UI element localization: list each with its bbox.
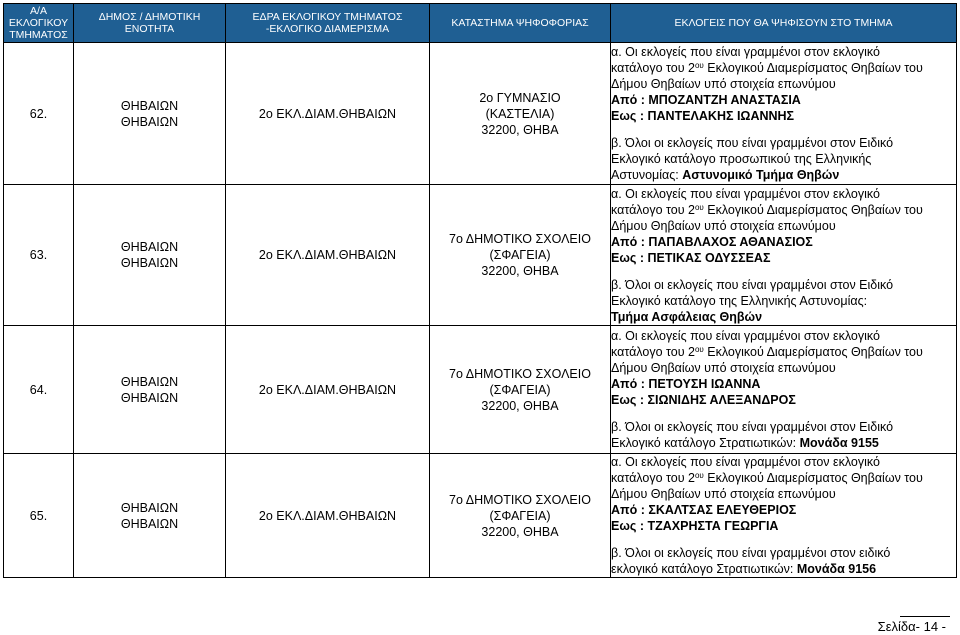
municipality-line: ΘΗΒΑΙΩΝ [120,114,179,129]
range-to: Εως : ΣΙΩΝΙΔΗΣ ΑΛΕΞΑΝΔΡΟΣ [611,393,796,407]
text-line: Δήμου Θηβαίων υπό στοιχεία επωνύμου [611,77,836,91]
text-line: α. Οι εκλογείς που είναι γραμμένοι στον εκλογικό [611,45,880,59]
row-number: 65. [4,454,74,578]
municipality-line: ΘΗΒΑΙΩΝ [120,500,179,515]
venue-line: (ΣΦΑΓΕΙΑ) [489,508,551,523]
range-from: Από : ΠΕΤΟΥΣΗ ΙΩΑΝΝΑ [611,377,761,391]
header-municipality-line: ΔΗΜΟΣ / ΔΗΜΟΤΙΚΗ [98,11,201,23]
row-venue [430,326,611,454]
range-to: Εως : ΤΖΑΧΡΗΣΤΑ ΓΕΩΡΓΙΑ [611,519,779,533]
row-seat: 2ο ΕΚΛ.ΔΙΑΜ.ΘΗΒΑΙΩΝ [226,43,430,185]
voters-part-a [611,454,956,534]
row-seat: 2ο ΕΚΛ.ΔΙΑΜ.ΘΗΒΑΙΩΝ [226,326,430,454]
ordinal-superscript: ου [694,202,704,212]
header-number-line: Α/Α [30,5,47,17]
header-number-line: ΕΚΛΟΓΙΚΟΥ [8,17,69,29]
row-voters [611,326,957,454]
row-seat: 2ο ΕΚΛ.ΔΙΑΜ.ΘΗΒΑΙΩΝ [226,185,430,326]
range-to: Εως : ΠΕΤΙΚΑΣ ΟΔΥΣΣΕΑΣ [611,250,771,265]
voters-part-a [611,328,956,408]
header-venue: ΚΑΤΑΣΤΗΜΑ ΨΗΦΟΦΟΡΙΑΣ [430,4,611,43]
range-from: Από : ΠΑΠΑΒΛΑΧΟΣ ΑΘΑΝΑΣΙΟΣ [611,234,813,249]
text-line: α. Οι εκλογείς που είναι γραμμένοι στον εκλογικό [611,455,880,469]
table-row [4,326,957,454]
municipality-line: ΘΗΒΑΙΩΝ [120,256,179,270]
header-seat-line: -ΕΚΛΟΓΙΚΟ ΔΙΑΜΕΡΙΣΜΑ [265,23,390,35]
row-municipality [74,43,226,185]
text-segment: κατάλογο του 2 [611,471,695,485]
table-row [4,43,957,185]
text-line: Εκλογικό κατάλογο της Ελληνικής Αστυνομίας: [611,293,868,308]
row-seat: 2ο ΕΚΛ.ΔΙΑΜ.ΘΗΒΑΙΩΝ [226,454,430,578]
range-from: Από : ΜΠΟΖΑΝΤΖΗ ΑΝΑΣΤΑΣΙΑ [611,93,801,107]
unit-name: Μονάδα 9156 [796,562,877,576]
header-municipality [74,4,226,43]
text-line: Δήμου Θηβαίων υπό στοιχεία επωνύμου [611,218,836,233]
venue-line: 32200, ΘΗΒΑ [481,264,559,278]
row-venue [430,43,611,185]
page-number: Σελίδα- 14 - [877,619,946,634]
text-line [611,60,956,76]
text-segment: Εκλογικού Διαμερίσματος Θηβαίων του [703,202,923,217]
table-header-row [4,4,957,43]
table-row [4,454,957,578]
municipality-line: ΘΗΒΑΙΩΝ [120,374,179,389]
text-segment: κατάλογο του 2 [611,345,695,359]
row-voters [611,454,957,578]
ordinal-superscript: ου [694,471,704,480]
text-line [611,344,956,360]
range-to: Εως : ΠΑΝΤΕΛΑΚΗΣ ΙΩΑΝΝΗΣ [611,109,795,123]
row-number: 63. [4,185,74,326]
venue-line: 32200, ΘΗΒΑ [481,398,559,413]
text-line: α. Οι εκλογείς που είναι γραμμένοι στον εκλογικό [611,329,880,343]
range-from: Από : ΣΚΑΛΤΣΑΣ ΕΛΕΥΘΕΡΙΟΣ [611,503,797,517]
venue-line: 32200, ΘΗΒΑ [481,524,559,539]
municipality-line: ΘΗΒΑΙΩΝ [120,98,179,113]
unit-name: Τμήμα Ασφάλειας Θηβών [611,309,763,324]
voters-part-b [611,277,956,325]
text-segment: εκλογικό κατάλογο Στρατιωτικών: [611,562,797,576]
ordinal-superscript: ου [694,345,704,354]
voters-part-b [611,419,956,451]
polling-stations-table [3,3,957,578]
venue-line: (ΣΦΑΓΕΙΑ) [489,382,551,397]
text-line [611,202,956,218]
row-municipality [74,326,226,454]
header-number-line: ΤΜΗΜΑΤΟΣ [9,29,68,41]
row-number: 62. [4,43,74,185]
table-row [4,185,957,326]
venue-line: 7ο ΔΗΜΟΤΙΚΟ ΣΧΟΛΕΙΟ [449,232,591,246]
unit-name: Μονάδα 9155 [799,436,879,450]
municipality-line: ΘΗΒΑΙΩΝ [120,240,179,254]
text-line: β. Όλοι οι εκλογείς που είναι γραμμένοι στον Ειδικό [611,136,894,150]
header-voters: ΕΚΛΟΓΕΙΣ ΠΟΥ ΘΑ ΨΗΦΙΣΟΥΝ ΣΤΟ ΤΜΗΜΑ [611,4,957,43]
text-line [611,470,956,486]
text-segment: Εκλογικό κατάλογο Στρατιωτικών: [611,436,800,450]
text-segment: Εκλογικού Διαμερίσματος Θηβαίων του [703,345,923,359]
row-venue [430,185,611,326]
voters-part-b [611,135,956,183]
text-segment: κατάλογο του 2 [611,202,695,217]
voters-part-b [611,545,956,577]
row-number: 64. [4,326,74,454]
text-line: Δήμου Θηβαίων υπό στοιχεία επωνύμου [611,361,836,375]
text-line [611,309,956,325]
text-segment: κατάλογο του 2 [611,61,695,75]
venue-line: 2ο ΓΥΜΝΑΣΙΟ [479,90,561,105]
text-segment: Εκλογικού Διαμερίσματος Θηβαίων του [703,61,923,75]
row-voters [611,43,957,185]
unit-name: Αστυνομικό Τμήμα Θηβών [682,168,840,182]
header-seat [226,4,430,43]
text-segment: Εκλογικού Διαμερίσματος Θηβαίων του [703,471,923,485]
row-municipality [74,185,226,326]
row-voters [611,185,957,326]
row-venue [430,454,611,578]
text-line: β. Όλοι οι εκλογείς που είναι γραμμένοι στον Ειδικό [611,420,894,434]
text-line: Δήμου Θηβαίων υπό στοιχεία επωνύμου [611,487,836,501]
text-line: α. Οι εκλογείς που είναι γραμμένοι στον εκλογικό [611,186,880,201]
header-municipality-line: ΕΝΟΤΗΤΑ [124,23,175,35]
footer-divider [900,616,950,617]
venue-line: 32200, ΘΗΒΑ [481,122,559,137]
row-municipality [74,454,226,578]
venue-line: 7ο ΔΗΜΟΤΙΚΟ ΣΧΟΛΕΙΟ [449,492,591,507]
text-line: Εκλογικό κατάλογο προσωπικού της Ελληνικής [611,152,872,166]
text-line [611,561,956,577]
text-line [611,167,956,183]
municipality-line: ΘΗΒΑΙΩΝ [120,516,179,531]
header-number [4,4,74,43]
venue-line: (ΣΦΑΓΕΙΑ) [489,248,551,262]
text-segment: Αστυνομίας: [611,168,683,182]
venue-line: 7ο ΔΗΜΟΤΙΚΟ ΣΧΟΛΕΙΟ [449,366,591,381]
text-line: β. Όλοι οι εκλογείς που είναι γραμμένοι στον Ειδικό [611,277,894,292]
voters-part-a [611,186,956,266]
venue-line: (ΚΑΣΤΕΛΙΑ) [485,106,555,121]
header-seat-line: ΕΔΡΑ ΕΚΛΟΓΙΚΟΥ ΤΜΗΜΑΤΟΣ [252,11,403,23]
ordinal-superscript: ου [694,61,704,70]
voters-part-a [611,44,956,124]
municipality-line: ΘΗΒΑΙΩΝ [120,390,179,405]
text-line [611,435,956,451]
text-line: β. Όλοι οι εκλογείς που είναι γραμμένοι στον ειδικό [611,546,891,560]
